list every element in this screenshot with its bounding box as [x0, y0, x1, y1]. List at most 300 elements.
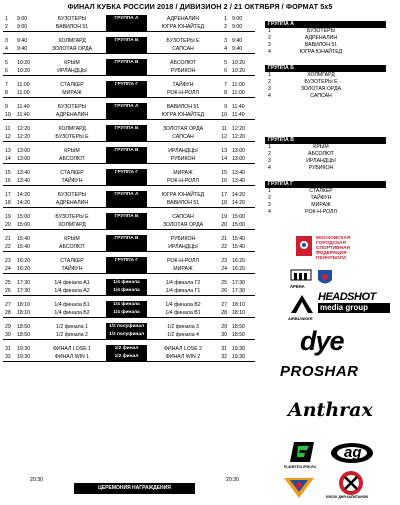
match-time-left: 9:00 — [17, 24, 28, 30]
group-team-name: МИРАЖ — [311, 202, 331, 208]
group-team-name: ХОЛМГАРД — [307, 72, 335, 78]
match-number-right: 31 — [221, 346, 227, 352]
match-number-left: 12 — [5, 134, 11, 140]
team-b-name: ЗОЛОТАЯ ОРДА — [162, 222, 204, 228]
team-a-name: МИРАЖ — [62, 90, 82, 96]
team-b-name: САПСАН — [172, 46, 194, 52]
headshot-logo — [318, 292, 390, 314]
table-row — [3, 345, 255, 353]
team-b-name: МИРАЖ — [173, 266, 193, 272]
table-row — [3, 37, 255, 45]
group-team-number: 1 — [268, 188, 271, 194]
team-a-name: 1/4 финала А2 — [54, 288, 90, 294]
match-time-left: 9:00 — [17, 16, 28, 22]
team-b-name: САПСАН — [172, 134, 194, 140]
table-row — [3, 81, 255, 89]
match-time-right: 10:20 — [232, 60, 245, 66]
list-item — [265, 209, 386, 216]
match-time-left: 15:00 — [17, 214, 30, 220]
team-a-name: БУЗОТЕРЫ Е — [55, 214, 89, 220]
headshot-text: HEADSHOT — [318, 291, 376, 303]
match-number-right: 30 — [221, 332, 227, 338]
match-time-right: 14:20 — [232, 200, 245, 206]
table-row — [3, 309, 255, 318]
team-b-name: 1/4 финала В1 — [165, 310, 201, 316]
table-row — [3, 221, 255, 230]
match-time-left: 14:20 — [17, 200, 30, 206]
group-team-name: ЮГРА ЮНАЙТЕД — [299, 49, 343, 55]
match-time-left: 17:30 — [17, 288, 30, 294]
group-team-number: 3 — [268, 42, 271, 48]
table-row — [3, 147, 255, 155]
match-number-left: 4 — [5, 46, 8, 52]
group-team-number: 3 — [268, 86, 271, 92]
team-a-name: ХОЛМГАРД — [58, 126, 86, 132]
match-number-right: 15 — [221, 170, 227, 176]
match-number-left: 15 — [5, 170, 11, 176]
ceremony-time-right: 20:30 — [226, 477, 239, 483]
group-team-name: ВАВИЛОН 51 — [304, 42, 338, 48]
team-a-name: БУЗОТЕРЫ Е — [55, 134, 89, 140]
table-row — [3, 15, 255, 23]
match-time-right: 11:00 — [232, 82, 245, 88]
table-row — [3, 279, 255, 287]
list-item — [265, 188, 386, 195]
table-row — [3, 67, 255, 76]
captains-cup-text: КУБОК ДНЯ КАПИТАНОВ — [326, 495, 368, 499]
match-time-right: 13:40 — [232, 178, 245, 184]
group-label: ГРУППА Б — [106, 125, 147, 133]
team-a-name: ЗОЛОТАЯ ОРДА — [51, 46, 93, 52]
match-number-left: 3 — [5, 38, 8, 44]
group-label: 1/4 финала — [106, 309, 147, 317]
team-a-name: 1/2 финала 1 — [56, 324, 88, 330]
team-b-name: ФИНАЛ WIN 2 — [165, 354, 201, 360]
match-time-right: 14:20 — [232, 192, 245, 198]
group-label: 1/4 финала — [106, 287, 147, 295]
match-time-left: 9:40 — [17, 46, 28, 52]
match-number-right: 13 — [221, 148, 227, 154]
anthrax-logo: Anthrax — [288, 399, 373, 421]
group-team-number: 2 — [268, 195, 271, 201]
match-number-right: 32 — [221, 354, 227, 360]
table-row — [3, 213, 255, 221]
match-time-left: 12:20 — [17, 126, 30, 132]
match-time-left: 11:40 — [17, 104, 30, 110]
match-time-left: 19:30 — [17, 354, 30, 360]
group-label-block — [106, 111, 147, 119]
match-number-left: 24 — [5, 266, 11, 272]
group-box — [265, 21, 386, 56]
match-time-right: 9:00 — [232, 16, 243, 22]
list-item — [265, 195, 386, 202]
team-b-name: АДРЕНАЛИН — [166, 16, 200, 22]
group-team-number: 1 — [268, 144, 271, 150]
match-number-left: 31 — [5, 346, 11, 352]
list-item — [265, 165, 386, 172]
table-row — [3, 103, 255, 111]
table-row — [3, 257, 255, 265]
group-label: ГРУППА В — [106, 147, 147, 155]
match-number-right: 12 — [221, 134, 227, 140]
sponsor-logos — [280, 232, 392, 500]
group-team-number: 4 — [268, 93, 271, 99]
match-number-right: 26 — [221, 288, 227, 294]
group-label: ГРУППА Б — [106, 37, 147, 45]
table-row — [3, 155, 255, 164]
match-number-left: 25 — [5, 280, 11, 286]
group-label: ГРУППА А — [106, 103, 147, 111]
media-group-text: media group — [318, 303, 390, 313]
group-header: ГРУППА В — [265, 137, 386, 144]
group-label-block — [106, 265, 147, 273]
team-b-name: РУБИКОН — [170, 156, 196, 162]
match-number-left: 23 — [5, 258, 11, 264]
match-number-left: 20 — [5, 222, 11, 228]
group-team-name: БУЗОТЕРЫ — [306, 28, 336, 34]
match-number-left: 28 — [5, 310, 11, 316]
match-number-right: 1 — [224, 16, 227, 22]
planet-eclipse-icon — [288, 440, 316, 464]
table-row — [3, 133, 255, 142]
color-emblem-icon — [280, 476, 318, 500]
table-row — [3, 353, 255, 362]
group-team-name: РУБИКОН — [308, 165, 334, 171]
group-label-block — [106, 67, 147, 75]
group-label-block — [106, 243, 147, 251]
team-b-name: ИРЛАНДЦЫ — [168, 244, 198, 250]
match-time-right: 9:40 — [232, 46, 243, 52]
group-header: ГРУППА Б — [265, 65, 386, 72]
match-number-left: 9 — [5, 104, 8, 110]
group-team-name: АДРЕНАЛИН — [304, 35, 338, 41]
table-row — [3, 45, 255, 54]
airblinker-logo-icon — [290, 294, 314, 314]
team-b-name: БУЗОТЕРЫ Е — [166, 38, 200, 44]
match-number-left: 22 — [5, 244, 11, 250]
match-number-left: 29 — [5, 324, 11, 330]
match-number-left: 13 — [5, 148, 11, 154]
team-a-name: АБСОЛЮТ — [59, 156, 85, 162]
team-a-name: 1/4 финала А1 — [54, 280, 90, 286]
group-team-name: РОК-Н-РОЛЛ — [305, 209, 337, 215]
match-number-left: 5 — [5, 60, 8, 66]
match-time-left: 18:50 — [17, 332, 30, 338]
group-box — [265, 137, 386, 172]
group-team-name: АБСОЛЮТ — [308, 151, 334, 157]
match-number-left: 18 — [5, 200, 11, 206]
team-a-name: ХОЛМГАРД — [58, 222, 86, 228]
group-team-name: СТАЛКЕР — [309, 188, 333, 194]
match-time-right: 15:00 — [232, 214, 245, 220]
group-box — [265, 181, 386, 216]
match-number-right: 28 — [221, 310, 227, 316]
match-number-right: 8 — [224, 90, 227, 96]
team-b-name: РОК-Н-РОЛЛ — [167, 90, 199, 96]
match-time-right: 18:50 — [232, 332, 245, 338]
match-time-left: 15:00 — [17, 222, 30, 228]
team-b-name: 1/4 финала Г1 — [165, 288, 201, 294]
team-a-name: ХОЛМГАРД — [58, 38, 86, 44]
group-label: 1/4 финала — [106, 301, 147, 309]
match-number-left: 11 — [5, 126, 11, 132]
airblinker-text: AIRBLINKER — [288, 316, 313, 321]
group-header: ГРУППА Г — [265, 181, 386, 188]
group-team-number: 3 — [268, 158, 271, 164]
table-row — [3, 59, 255, 67]
group-team-name: БУЗОТЕРЫ Е — [304, 79, 338, 85]
group-label-block — [106, 133, 147, 141]
match-number-right: 5 — [224, 60, 227, 66]
team-a-name: АДРЕНАЛИН — [55, 200, 89, 206]
match-number-right: 18 — [221, 200, 227, 206]
match-number-right: 17 — [221, 192, 227, 198]
match-time-left: 15:40 — [17, 244, 30, 250]
team-a-name: ТАЙФУН — [61, 178, 83, 184]
planet-eclipse-text: PLANETECLIPSE.RU — [284, 465, 316, 469]
list-item — [265, 35, 386, 42]
group-team-number: 1 — [268, 28, 271, 34]
match-number-left: 19 — [5, 214, 11, 220]
match-time-right: 16:20 — [232, 266, 245, 272]
team-a-name: ТАЙФУН — [61, 266, 83, 272]
team-a-name: АБСОЛЮТ — [59, 244, 85, 250]
match-time-left: 18:10 — [17, 310, 30, 316]
shield-icon — [316, 268, 334, 288]
match-time-right: 18:50 — [232, 324, 245, 330]
group-label: 1/4 финала — [106, 279, 147, 287]
match-number-right: 29 — [221, 324, 227, 330]
table-row — [3, 265, 255, 274]
match-number-left: 7 — [5, 82, 8, 88]
match-time-left: 12:20 — [17, 134, 30, 140]
match-time-right: 18:10 — [232, 310, 245, 316]
team-b-name: ЮГРА ЮНАЙТЕД — [161, 112, 205, 118]
list-item — [265, 79, 386, 86]
group-label: 1/2 полуфинал — [106, 331, 147, 339]
group-label-block — [106, 177, 147, 185]
group-team-number: 4 — [268, 165, 271, 171]
match-number-right: 20 — [221, 222, 227, 228]
team-a-name: ВАВИЛОН 51 — [55, 24, 89, 30]
match-time-right: 16:20 — [232, 258, 245, 264]
match-time-right: 12:20 — [232, 134, 245, 140]
match-time-right: 10:20 — [232, 68, 245, 74]
group-label-block — [106, 23, 147, 31]
match-time-left: 14:20 — [17, 192, 30, 198]
team-b-name: 1/4 финала В2 — [165, 302, 201, 308]
group-header: ГРУППА А — [265, 21, 386, 28]
captains-cup-icon — [334, 470, 368, 496]
team-a-name: КРЫМ — [64, 236, 80, 242]
match-number-left: 8 — [5, 90, 8, 96]
group-label-block — [106, 45, 147, 53]
table-row — [3, 235, 255, 243]
match-number-left: 21 — [5, 236, 11, 242]
match-time-right: 15:00 — [232, 222, 245, 228]
group-label-block — [106, 199, 147, 207]
match-number-left: 27 — [5, 302, 11, 308]
match-number-right: 27 — [221, 302, 227, 308]
match-time-right: 13:00 — [232, 156, 245, 162]
match-number-left: 26 — [5, 288, 11, 294]
table-row — [3, 23, 255, 32]
table-row — [3, 89, 255, 98]
team-a-name: БУЗОТЕРЫ — [57, 16, 87, 22]
group-label: ГРУППА В — [106, 235, 147, 243]
ceremony-label: ЦЕРЕМОНИЯ НАГРАЖДЕНИЯ — [74, 483, 195, 494]
team-a-name: КРЫМ — [64, 148, 80, 154]
match-number-right: 2 — [224, 24, 227, 30]
match-number-left: 16 — [5, 178, 11, 184]
match-number-left: 30 — [5, 332, 11, 338]
team-a-name: КРЫМ — [64, 60, 80, 66]
match-time-right: 9:00 — [232, 24, 243, 30]
list-item — [265, 158, 386, 165]
match-time-right: 12:20 — [232, 126, 245, 132]
group-label: ГРУППА Г — [106, 257, 147, 265]
match-number-left: 17 — [5, 192, 11, 198]
table-row — [3, 169, 255, 177]
group-team-number: 2 — [268, 79, 271, 85]
match-time-left: 19:30 — [17, 346, 30, 352]
match-number-right: 3 — [224, 38, 227, 44]
match-time-right: 19:30 — [232, 354, 245, 360]
match-time-left: 10:20 — [17, 68, 30, 74]
match-time-left: 13:40 — [17, 170, 30, 176]
group-label: ГРУППА Г — [106, 169, 147, 177]
team-a-name: СТАЛКЕР — [60, 258, 84, 264]
group-team-number: 4 — [268, 49, 271, 55]
page-title: ФИНАЛ КУБКА РОССИИ 2018 / ДИВИЗИОН 2 / 21 ОКТЯБРЯ / ФОРМАТ 5х5 — [67, 2, 333, 11]
mfp-text: МОСКОВСКАЯ ГОРОДСКАЯ СПОРТИВНАЯ ФЕДЕРАЦИЯ ПЕЙНТБОЛА — [316, 236, 351, 261]
match-time-right: 15:40 — [232, 244, 245, 250]
team-b-name: ЮГРА ЮНАЙТЕД — [161, 24, 205, 30]
list-item — [265, 42, 386, 49]
table-row — [3, 243, 255, 252]
match-number-right: 14 — [221, 156, 227, 162]
match-number-right: 7 — [224, 82, 227, 88]
group-label: ГРУППА А — [106, 191, 147, 199]
match-time-left: 18:10 — [17, 302, 30, 308]
match-number-right: 19 — [221, 214, 227, 220]
table-row — [3, 199, 255, 208]
match-time-left: 18:50 — [17, 324, 30, 330]
team-a-name: 1/4 финала Б2 — [54, 310, 90, 316]
list-item — [265, 144, 386, 151]
match-number-right: 4 — [224, 46, 227, 52]
dye-logo: dye — [300, 326, 344, 356]
team-b-name: 1/2 финала 4 — [167, 332, 199, 338]
team-b-name: РОК-Н-РОЛЛ — [167, 258, 199, 264]
team-b-name: ВАВИЛОН 51 — [166, 104, 200, 110]
group-team-number: 2 — [268, 35, 271, 41]
match-time-right: 18:10 — [232, 302, 245, 308]
list-item — [265, 72, 386, 79]
team-b-name: ВАВИЛОН 51 — [166, 200, 200, 206]
match-time-left: 13:00 — [17, 148, 30, 154]
group-team-name: ЗОЛОТАЯ ОРДА — [300, 86, 342, 92]
table-row — [3, 323, 255, 331]
team-b-name: РУБИКОН — [170, 236, 196, 242]
match-number-right: 16 — [221, 178, 227, 184]
match-number-left: 1 — [5, 16, 8, 22]
match-number-right: 9 — [224, 104, 227, 110]
group-label: 1/2 финал — [106, 345, 147, 353]
group-team-number: 2 — [268, 151, 271, 157]
match-number-right: 22 — [221, 244, 227, 250]
group-team-name: САПСАН — [310, 93, 332, 99]
list-item — [265, 49, 386, 56]
team-b-name: ИРЛАНДЦЫ — [168, 148, 198, 154]
table-row — [3, 125, 255, 133]
group-team-number: 3 — [268, 202, 271, 208]
team-a-name: 1/2 финала 2 — [56, 332, 88, 338]
list-item — [265, 151, 386, 158]
match-number-right: 24 — [221, 266, 227, 272]
group-team-number: 4 — [268, 209, 271, 215]
team-b-name: ЮГРА ЮНАЙТЕД — [161, 192, 205, 198]
match-number-right: 6 — [224, 68, 227, 74]
match-number-right: 21 — [221, 236, 227, 242]
match-time-left: 17:30 — [17, 280, 30, 286]
group-label: 1/2 финал — [106, 353, 147, 361]
match-time-right: 13:00 — [232, 148, 245, 154]
team-a-name: ИРЛАНДЦЫ — [57, 68, 87, 74]
match-time-left: 13:00 — [17, 156, 30, 162]
team-b-name: РОК-Н-РОЛЛ — [167, 178, 199, 184]
group-box — [265, 65, 386, 100]
match-time-left: 16:20 — [17, 266, 30, 272]
mfp-emblem-icon — [296, 236, 312, 256]
match-time-right: 17:30 — [232, 280, 245, 286]
team-b-name: ЗОЛОТАЯ ОРДА — [162, 126, 204, 132]
table-row — [3, 331, 255, 340]
ceremony-time-left: 20:30 — [30, 477, 43, 483]
match-number-left: 14 — [5, 156, 11, 162]
team-b-name: 1/4 финала Г2 — [165, 280, 201, 286]
team-b-name: САПСАН — [172, 214, 194, 220]
group-label: ГРУППА Г — [106, 81, 147, 89]
group-label: ГРУППА В — [106, 59, 147, 67]
team-b-name: ФИНАЛ LOSE 2 — [163, 346, 202, 352]
match-number-left: 10 — [5, 112, 11, 118]
match-time-left: 15:40 — [17, 236, 30, 242]
list-item — [265, 86, 386, 93]
group-label-block — [106, 155, 147, 163]
team-a-name: СТАЛКЕР — [60, 170, 84, 176]
match-time-right: 15:40 — [232, 236, 245, 242]
list-item — [265, 28, 386, 35]
match-time-right: 19:30 — [232, 346, 245, 352]
team-a-name: 1/4 финала Б1 — [54, 302, 90, 308]
table-row — [3, 191, 255, 199]
team-b-name: 1/2 финала 3 — [167, 324, 199, 330]
group-label: ГРУППА Б — [106, 213, 147, 221]
table-row — [3, 177, 255, 186]
match-number-left: 2 — [5, 24, 8, 30]
proshar-logo: PROSHAR — [280, 363, 359, 380]
table-row — [3, 111, 255, 120]
arena-text: АРЕНА — [290, 284, 305, 289]
group-label-block — [106, 221, 147, 229]
team-a-name: БУЗОТЕРЫ — [57, 104, 87, 110]
group-label-block — [106, 89, 147, 97]
list-item — [265, 202, 386, 209]
match-time-left: 11:00 — [17, 90, 30, 96]
group-team-name: ИРЛАНДЦЫ — [306, 158, 336, 164]
match-number-right: 10 — [221, 112, 227, 118]
